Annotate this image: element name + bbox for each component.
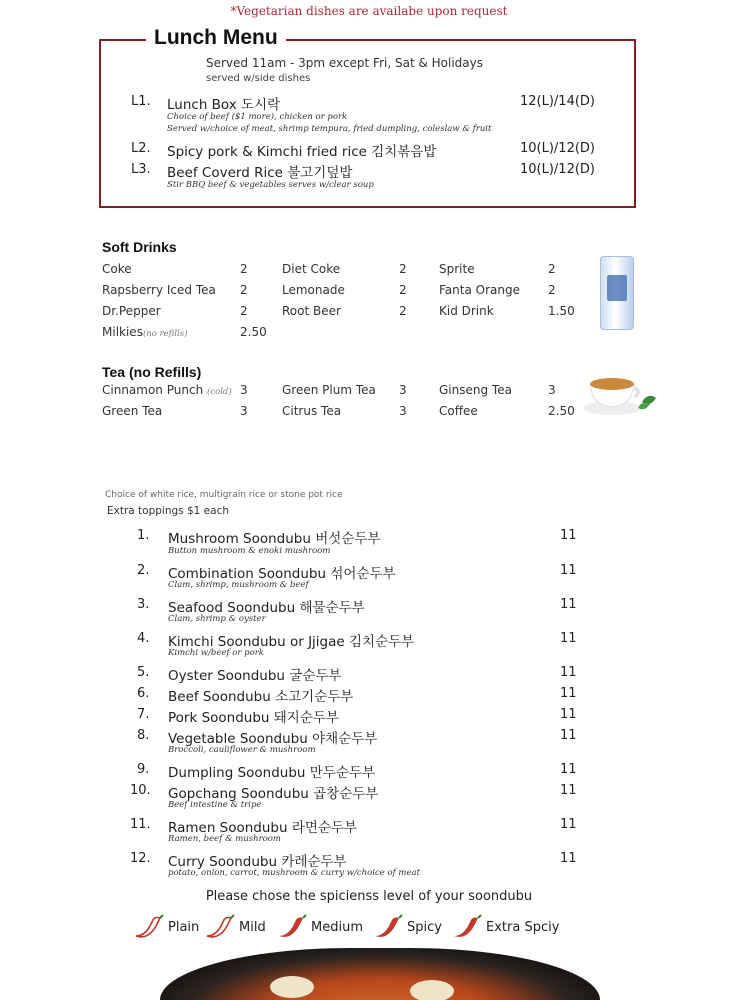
soondubu-price: 11 — [560, 631, 577, 646]
drink-price: 2 — [240, 262, 248, 276]
soondubu-number: 1. — [137, 528, 150, 543]
lunch-item-number: L1. — [131, 94, 151, 109]
drink-price: 3 — [399, 383, 407, 397]
drink-price: 2 — [399, 304, 407, 318]
soondubu-number: 10. — [130, 783, 151, 798]
drink-name: Kid Drink — [439, 304, 494, 318]
lunch-item-desc: Choice of beef ($1 more), chicken or pork — [167, 112, 348, 122]
spice-level-plain — [134, 914, 199, 940]
lunch-item-name: Beef Coverd Rice 불고기덮밥 — [167, 165, 353, 181]
lunch-item-price: 10(L)/12(D) — [520, 162, 596, 177]
soondubu-price: 11 — [560, 597, 577, 612]
soondubu-desc: Broccoli, cauliflower & mushroom — [168, 745, 316, 755]
soondubu-desc: Clam, shrimp & oyster — [168, 614, 266, 624]
spice-label: Mild — [239, 919, 266, 935]
lunch-menu-title: Lunch Menu — [146, 26, 286, 50]
chili-pepper-icon — [134, 914, 164, 940]
soondubu-name: Combination Soondubu 섞어순두부 — [168, 566, 396, 582]
milkies-name: Milkies — [102, 325, 143, 339]
soondubu-photo — [160, 948, 600, 1000]
soondubu-number: 4. — [137, 631, 150, 646]
lunch-item-desc: Served w/choice of meat, shrimp tempura, fried dumpling, coleslaw & fruit — [167, 124, 492, 134]
soondubu-name: Ramen Soondubu 라면순두부 — [168, 820, 358, 836]
spice-question: Please chose the spicienss level of your soondubu — [205, 889, 533, 904]
drink-name: Coke — [102, 262, 132, 276]
soondubu-price: 11 — [560, 686, 577, 701]
lunch-served-sub: served w/side dishes — [206, 73, 311, 84]
spice-label: Plain — [168, 919, 200, 935]
drink-name: Citrus Tea — [282, 404, 342, 418]
drink-price: 2 — [548, 283, 556, 297]
spice-label: Extra Spciy — [486, 919, 560, 935]
soondubu-price: 11 — [560, 728, 577, 743]
soondubu-name: Pork Soondubu 돼지순두부 — [168, 710, 339, 726]
soondubu-price: 11 — [560, 851, 577, 866]
extra-toppings-text: Extra toppings $1 each — [107, 505, 229, 517]
soondubu-price: 11 — [560, 665, 577, 680]
drink-name: Coffee — [439, 404, 478, 418]
drink-name: Ginseng Tea — [439, 383, 512, 397]
soondubu-number: 8. — [137, 728, 150, 743]
soondubu-name: Dumpling Soondubu 만두순두부 — [168, 765, 375, 781]
lunch-item-name: Spicy pork & Kimchi fried rice 김치볶음밥 — [167, 144, 437, 160]
drink-name: Root Beer — [282, 304, 341, 318]
drink-price: 2 — [240, 283, 248, 297]
chili-pepper-icon — [205, 914, 235, 940]
drink-name: Rapsberry Iced Tea — [102, 283, 216, 297]
soondubu-number: 12. — [130, 851, 151, 866]
vegetarian-note: *Vegetarian dishes are availabe upon request — [230, 4, 508, 18]
drink-price: 2.50 — [548, 404, 575, 418]
lunch-item-name: Lunch Box 도시락 — [167, 97, 281, 113]
spice-level-mild — [205, 914, 266, 940]
soondubu-desc: Ramen, beef & mushroom — [168, 834, 281, 844]
soondubu-name: Oyster Soondubu 굴순두부 — [168, 668, 342, 684]
drink-price: 2 — [399, 283, 407, 297]
tea-note: (cold) — [207, 387, 232, 397]
soondubu-price: 11 — [560, 707, 577, 722]
chili-pepper-icon — [277, 914, 307, 940]
soondubu-desc: Clam, shrimp, mushroom & beef — [168, 580, 309, 590]
soondubu-number: 11. — [130, 817, 151, 832]
drink-price: 3 — [399, 404, 407, 418]
drink-name: Fanta Orange — [439, 283, 520, 297]
food-detail — [270, 976, 314, 998]
soondubu-desc: potato, onion, carrot, mushroom & curry w/choice of meat — [168, 868, 420, 878]
drink-name: Diet Coke — [282, 262, 341, 276]
soondubu-desc: Button mushroom & enoki mushroom — [168, 546, 331, 556]
rice-choice-text: Choice of white rice, multigrain rice or stone pot rice — [105, 490, 343, 500]
drink-name: Lemonade — [282, 283, 345, 297]
drink-price: 3 — [240, 404, 248, 418]
lunch-item-number: L3. — [131, 162, 151, 177]
chili-pepper-icon — [452, 914, 482, 940]
soondubu-number: 3. — [137, 597, 150, 612]
drink-price: 3 — [240, 383, 248, 397]
drink-price: 2 — [548, 262, 556, 276]
soondubu-number: 2. — [137, 563, 150, 578]
lunch-item-number: L2. — [131, 141, 151, 156]
drink-name: Green Tea — [102, 404, 163, 418]
drink-price: 1.50 — [548, 304, 575, 318]
spice-label: Medium — [311, 919, 363, 935]
drink-name — [102, 383, 232, 397]
drink-name — [102, 325, 187, 339]
soondubu-desc: Kimchi w/beef or pork — [168, 648, 264, 658]
drink-price: 3 — [548, 383, 556, 397]
soondubu-desc: Beef intestine & tripe — [168, 800, 262, 810]
drink-price: 2.50 — [240, 325, 267, 339]
soondubu-number: 6. — [137, 686, 150, 701]
spice-level-spicy — [373, 914, 442, 940]
food-detail — [410, 980, 454, 1000]
soft-drinks-title: Soft Drinks — [102, 239, 177, 255]
spice-level-medium — [277, 914, 363, 940]
soondubu-price: 11 — [560, 783, 577, 798]
drink-price: 2 — [399, 262, 407, 276]
soondubu-name: Beef Soondubu 소고기순두부 — [168, 689, 354, 705]
milkies-note: (no refills) — [142, 329, 188, 339]
spice-level-extra-spicy — [452, 914, 559, 940]
soondubu-name: Mushroom Soondubu 버섯순두부 — [168, 531, 381, 547]
drink-name: Green Plum Tea — [282, 383, 376, 397]
chili-pepper-icon — [373, 914, 403, 940]
soondubu-price: 11 — [560, 563, 577, 578]
soondubu-number: 5. — [137, 665, 150, 680]
spice-label: Spicy — [407, 919, 442, 935]
soondubu-name: Kimchi Soondubu or Jjigae 김치순두부 — [168, 634, 415, 650]
soondubu-price: 11 — [560, 817, 577, 832]
tea-cup-image — [582, 364, 660, 420]
soondubu-name: Vegetable Soondubu 야채순두부 — [168, 731, 378, 747]
soondubu-number: 7. — [137, 707, 150, 722]
tea-name: Cinnamon Punch — [102, 383, 204, 397]
lunch-item-price: 10(L)/12(D) — [520, 141, 596, 156]
drink-name: Dr.Pepper — [102, 304, 161, 318]
drink-price: 2 — [240, 304, 248, 318]
lunch-item-price: 12(L)/14(D) — [520, 94, 596, 109]
soondubu-price: 11 — [560, 762, 577, 777]
soondubu-name: Gopchang Soondubu 곱창순두부 — [168, 786, 379, 802]
drink-name: Sprite — [439, 262, 475, 276]
soondubu-number: 9. — [137, 762, 150, 777]
milkis-can-image — [600, 256, 634, 330]
soondubu-name: Curry Soondubu 카레순두부 — [168, 854, 347, 870]
soondubu-name: Seafood Soondubu 해물순두부 — [168, 600, 365, 616]
soondubu-price: 11 — [560, 528, 577, 543]
lunch-served-hours: Served 11am - 3pm except Fri, Sat & Holidays — [206, 56, 484, 70]
lunch-item-desc: Stir BBQ beef & vegetables serves w/clear soup — [167, 180, 374, 190]
tea-title: Tea (no Refills) — [102, 364, 202, 380]
